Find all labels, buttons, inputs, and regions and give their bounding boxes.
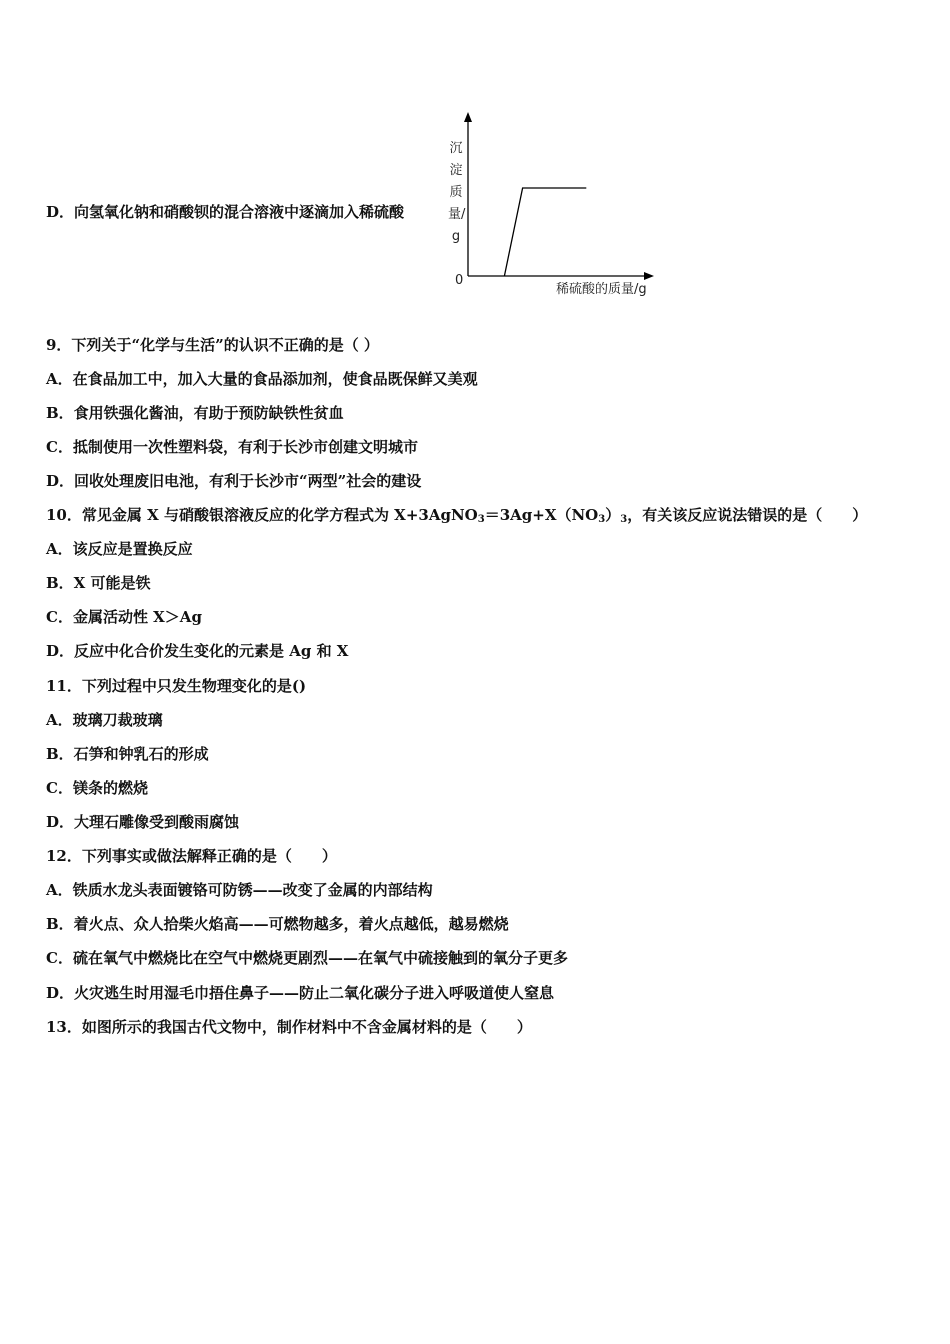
q10-option-d: D．反应中化合价发生变化的元素是 Ag 和 X	[46, 642, 349, 660]
chart-y-label: 沉淀质量/g	[448, 141, 466, 244]
q12-option-d: D．火灾逃生时用湿毛巾捂住鼻子——防止二氧化碳分子进入呼吸道使人窒息	[46, 984, 555, 1002]
q11-option-a: A．玻璃刀裁玻璃	[46, 711, 163, 729]
q9-stem: 9．下列关于“化学与生活”的认识不正确的是（ ）	[46, 336, 379, 354]
q10-option-b: B．X 可能是铁	[46, 574, 151, 592]
q9-option-a: A．在食品加工中，加入大量的食品添加剂，使食品既保鲜又美观	[46, 370, 478, 388]
q10-stem	[46, 505, 867, 530]
q12-option-c: C．硫在氧气中燃烧比在空气中燃烧更剧烈——在氧气中硫接触到的氧分子更多	[46, 949, 568, 967]
y-axis-arrow	[464, 112, 472, 122]
q11-option-c: C．镁条的燃烧	[46, 779, 148, 797]
q12-option-b: B．着火点、众人拾柴火焰高——可燃物越多，着火点越低，越易燃烧	[46, 915, 509, 933]
q10-option-c: C．金属活动性 X＞Ag	[46, 608, 202, 626]
x-axis-arrow	[644, 272, 654, 280]
chart-svg	[440, 108, 670, 308]
q9-option-b: B．食用铁强化酱油，有助于预防缺铁性贫血	[46, 404, 344, 422]
q11-option-d: D．大理石雕像受到酸雨腐蚀	[46, 813, 240, 831]
q10-stem-part-b: ＝3Ag+X（NO	[484, 506, 599, 524]
q12-option-a: A．铁质水龙头表面镀铬可防锈——改变了金属的内部结构	[46, 881, 433, 899]
q10-stem-sub-1: 3	[477, 514, 485, 525]
q10-stem-part-a: 10．常见金属 X 与硝酸银溶液反应的化学方程式为 X+3AgNO	[46, 506, 478, 524]
q10-option-a: A．该反应是置换反应	[46, 540, 193, 558]
q10-stem-part-d: ，有关该反应说法错误的是（ ）	[627, 506, 868, 524]
chart-origin-label: 0	[455, 273, 464, 288]
q9-option-d: D．回收处理废旧电池，有利于长沙市“两型”社会的建设	[46, 472, 422, 490]
series-line	[504, 188, 586, 276]
q12-stem: 12．下列事实或做法解释正确的是（ ）	[46, 847, 337, 865]
q10-stem-sub-2: 3	[598, 514, 606, 525]
q9-option-c: C．抵制使用一次性塑料袋，有利于长沙市创建文明城市	[46, 438, 418, 456]
q8-option-d: D．向氢氧化钠和硝酸钡的混合溶液中逐滴加入稀硫酸	[46, 203, 405, 221]
q13-stem: 13．如图所示的我国古代文物中，制作材料中不含金属材料的是（ ）	[46, 1018, 532, 1036]
q11-stem: 11．下列过程中只发生物理变化的是()	[46, 677, 307, 695]
precipitate-chart	[440, 108, 670, 308]
q11-option-b: B．石笋和钟乳石的形成	[46, 745, 209, 763]
q10-stem-part-c: ）	[605, 506, 621, 524]
chart-x-label: 稀硫酸的质量/g	[556, 282, 647, 297]
q10-stem-sub-3: 3	[620, 514, 628, 525]
